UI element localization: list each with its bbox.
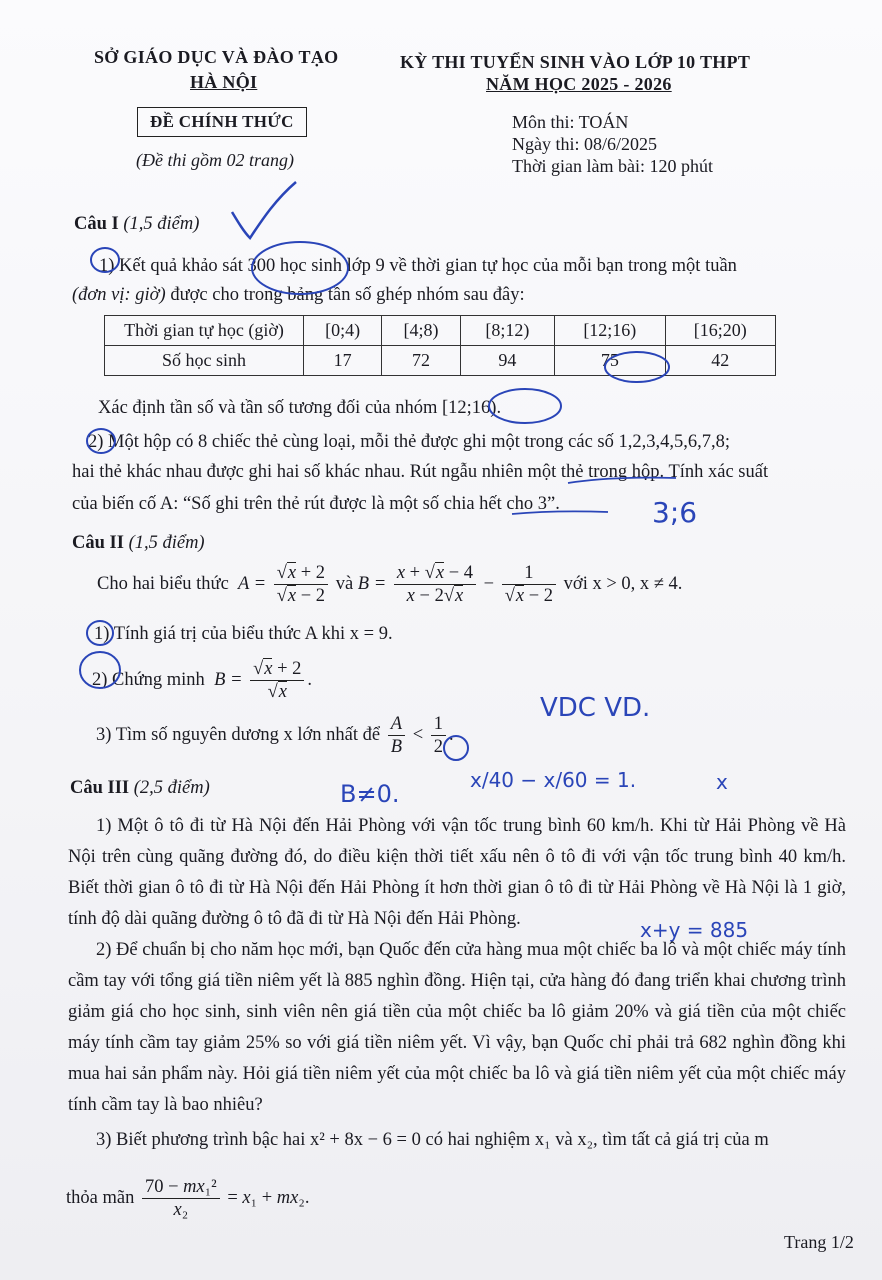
q2-p2: 2) Chứng minh — [92, 669, 205, 690]
q1-heading — [74, 214, 199, 235]
q2-p1: 1) Tính giá trị của biểu thức A khi x = 9. — [94, 624, 393, 644]
table-row — [105, 346, 776, 376]
table-cell: 72 — [382, 346, 460, 376]
q1-p1-question: Xác định tần số và tần số tương đối của nhóm [12;16). — [98, 398, 502, 418]
q2-heading — [72, 533, 205, 554]
q3-p3-b: thỏa mãn — [66, 1187, 135, 1208]
table-cell: 94 — [460, 346, 554, 376]
official-label: ĐỀ CHÍNH THỨC — [137, 107, 307, 137]
table-cell: 42 — [665, 346, 775, 376]
handwritten-system: x+y = 885 — [640, 918, 749, 942]
q2-and: và — [335, 573, 354, 594]
q1-p2-text-a: Một hộp có 8 chiếc thẻ cùng loại, mỗi thẻ được ghi một trong các số 1,2,3,4,5,6,7,8; — [108, 432, 731, 452]
pages-note: (Đề thi gồm 02 trang) — [136, 150, 294, 170]
duration: Thời gian làm bài: 120 phút — [512, 156, 713, 176]
exam-title: KỲ THI TUYỂN SINH VÀO LỚP 10 THPT — [400, 52, 751, 72]
handwritten-answer: 3;6 — [652, 496, 698, 529]
table-row — [105, 316, 776, 346]
dept-name: SỞ GIÁO DỤC VÀ ĐÀO TẠO — [94, 47, 339, 67]
table-row-label: Số học sinh — [105, 346, 304, 376]
q1-p2-line2: hai thẻ khác nhau được ghi hai số khác nhau. Rút ngẫu nhiên một thẻ trong hộp. Tính xác suất — [72, 462, 769, 482]
q1-points: (1,5 điểm) — [123, 214, 200, 234]
table-cell: [4;8) — [382, 316, 460, 346]
q1-p1-text-b: được cho trong bảng tần số ghép nhóm sau đây: — [170, 285, 525, 305]
expr-b: $\frac{x + √x - 4}{x - 2√x}$ — [394, 562, 476, 607]
exam-date: Ngày thi: 08/6/2025 — [512, 134, 657, 154]
q1-p1-line1 — [99, 256, 737, 277]
dept-city: HÀ NỘI — [190, 72, 258, 92]
q1-p2-line1 — [88, 432, 730, 453]
q2-p3: 3) Tìm số nguyên dương x lớn nhất để — [96, 724, 381, 745]
check-mark-icon — [232, 182, 296, 238]
q3-p2: 2) Để chuẩn bị cho năm học mới, bạn Quốc đến cửa hàng mua một chiếc ba lô và một chiếc máy tính cầm tay với tổng giá tiền niêm yết là 885 nghìn đồng. Hiện tại, cửa hàng đó đang triển khai chương trình giảm giá cho học sinh, sinh viên nên giá tiền của một chiếc ba lô giảm 20% và giá tiền của một chiếc máy tính cầm tay giảm 25% so với giá tiền niêm yết. Vì vậy, bạn Quốc chỉ phải trả 682 nghìn đồng khi mua hai sản phẩm này. Hỏi giá tiền niêm yết của một chiếc ba lô và giá tiền niêm yết của một chiếc máy tính cầm tay là bao nhiêu? — [68, 940, 846, 1115]
q3-title: Câu III — [70, 778, 130, 798]
q2-intro: Cho hai biểu thức — [97, 573, 229, 594]
handwritten-note: VDC VD. — [540, 693, 651, 723]
q1-p2-num: 2) — [88, 432, 104, 452]
school-year: NĂM HỌC 2025 - 2026 — [486, 74, 672, 94]
table-cell: [16;20) — [665, 316, 775, 346]
q2-intro-line: Cho hai biểu thức A = $\frac{√x + 2}{√x - 2}$ và B = $\frac{x + √x - 4}{x - 2√x}$ − $\frac{1}{√x - 2}$ với x > 0, x ≠ 4. — [97, 563, 683, 606]
expr-a: $\frac{√x + 2}{√x - 2}$ — [274, 562, 328, 607]
q2-condition: với x > 0, x ≠ 4. — [563, 573, 683, 594]
q2-p3-line: 3) Tìm số nguyên dương x lớn nhất để $\frac{A}{B}$ < $\frac{1}{2}$ . — [96, 714, 454, 757]
q1-p1-unit: (đơn vị: giờ) — [72, 285, 166, 305]
q3-points: (2,5 điểm) — [133, 778, 210, 798]
q3-p3-line2: thỏa mãn $\frac{\text{70 − mx₁²}}{\text{x₂}}$ = x₁ + mx₂. — [66, 1177, 310, 1220]
q3-p3-line1: 3) Biết phương trình bậc hai x² + 8x − 6 = 0 có hai nghiệm x₁ và x₂, tìm tất cả giá trị của m — [96, 1130, 769, 1150]
table-header-label: Thời gian tự học (giờ) — [105, 316, 304, 346]
q2-points: (1,5 điểm) — [128, 533, 205, 553]
handwritten-note: B≠0. — [340, 780, 400, 808]
table-cell: [12;16) — [555, 316, 665, 346]
q3-heading — [70, 778, 210, 799]
subject: Môn thi: TOÁN — [512, 112, 629, 132]
table-cell: 17 — [304, 346, 382, 376]
q1-title: Câu I — [74, 214, 119, 234]
handwritten-equation: x/40 − x/60 = 1. — [470, 768, 637, 792]
q2-p2-line: 2) Chứng minh B = $\frac{√x + 2}{√x}$ . — [92, 659, 313, 702]
q1-p1-text-a: Kết quả khảo sát 300 học sinh lớp 9 về thời gian tự học của mỗi bạn trong một tuần — [119, 256, 737, 276]
frequency-table — [104, 315, 776, 376]
q3-p1: 1) Một ô tô đi từ Hà Nội đến Hải Phòng với vận tốc trung bình 60 km/h. Khi từ Hải Phòng về Hà Nội trên cùng quãng đường đó, do điều kiện thời tiết xấu nên ô tô đi với vận tốc trung bình 40 km/h. Biết thời gian ô tô đi từ Hà Nội đến Hải Phòng ít hơn thời gian ô tô đi từ Hải Phòng về Hà Nội là 1 giờ, tính độ dài quãng đường ô tô đã đi từ Hà Nội đến Hải Phòng. — [68, 816, 846, 929]
page-number: Trang 1/2 — [784, 1232, 854, 1252]
table-cell: [0;4) — [304, 316, 382, 346]
q1-p2-line3: của biến cố A: “Số ghi trên thẻ rút được là một số chia hết cho 3”. — [72, 494, 560, 514]
table-cell: [8;12) — [460, 316, 554, 346]
handwritten-note: x — [716, 770, 728, 794]
q2-title: Câu II — [72, 533, 124, 553]
table-cell: 75 — [555, 346, 665, 376]
q1-p1-line2 — [72, 285, 525, 306]
q1-p1-num: 1) — [99, 256, 115, 276]
